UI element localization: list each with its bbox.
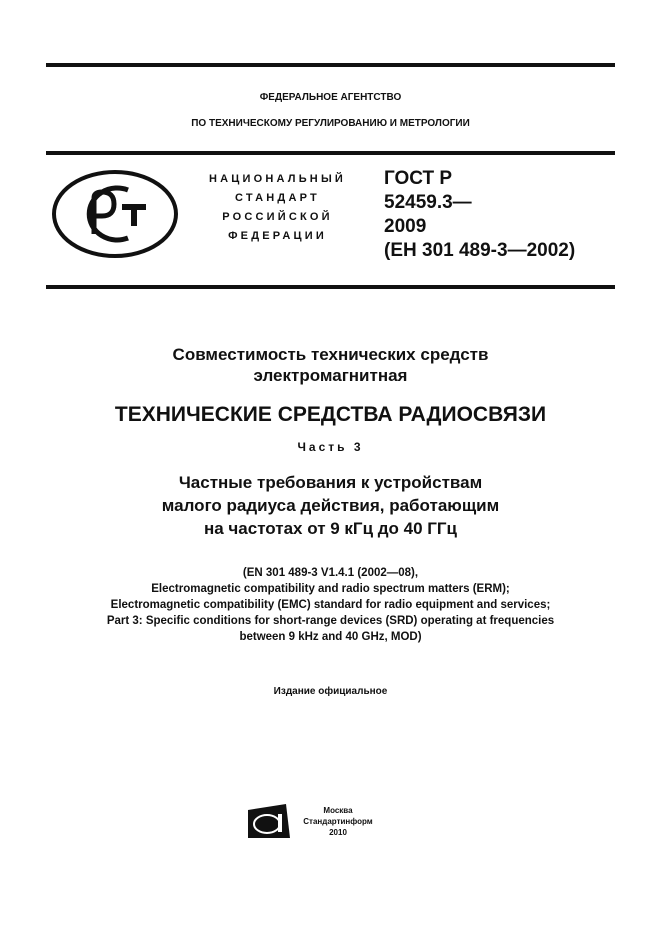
natl-line: РОССИЙСКОЙ	[222, 211, 333, 223]
english-title	[0, 565, 661, 645]
bottom-header-rule	[46, 285, 615, 289]
agency-line2: ПО ТЕХНИЧЕСКОМУ РЕГУЛИРОВАНИЮ И МЕТРОЛОГИИ	[191, 118, 470, 129]
publisher	[298, 805, 378, 838]
edition-label: Издание официальное	[273, 686, 388, 697]
natl-line: НАЦИОНАЛЬНЫЙ	[208, 173, 347, 185]
gost-line: 52459.3—	[384, 192, 472, 213]
en-line: between 9 kHz and 40 GHz, MOD)	[239, 631, 422, 643]
natl-line: ФЕДЕРАЦИИ	[228, 230, 327, 242]
publisher-year: 2010	[329, 828, 347, 837]
national-standard-label	[185, 170, 370, 246]
natl-line: СТАНДАРТ	[235, 192, 320, 204]
title-line2: электромагнитная	[253, 366, 408, 385]
title-part: Часть 3	[297, 440, 364, 454]
header-rule	[46, 151, 615, 155]
en-line: (EN 301 489-3 V1.4.1 (2002—08),	[242, 567, 419, 579]
gost-line: 2009	[384, 216, 427, 237]
title-sub2: малого радиуса действия, работающим	[161, 496, 500, 515]
agency-line1: ФЕДЕРАЛЬНОЕ АГЕНТСТВО	[259, 92, 402, 103]
title-sub1: Частные требования к устройствам	[178, 473, 483, 492]
gost-line: (ЕН 301 489-3—2002)	[384, 240, 576, 261]
en-line: Electromagnetic compatibility and radio spectrum matters (ERM);	[151, 583, 510, 595]
en-line: Part 3: Specific conditions for short-range devices (SRD) operating at frequencies	[106, 615, 555, 627]
gost-line: ГОСТ Р	[384, 168, 453, 189]
publisher-city: Москва	[323, 806, 353, 815]
standartinform-logo-icon	[248, 804, 290, 840]
title-main: ТЕХНИЧЕСКИЕ СРЕДСТВА РАДИОСВЯЗИ	[114, 403, 547, 426]
title-line1: Совместимость технических средств	[172, 345, 489, 364]
gost-number	[384, 167, 575, 263]
rst-logo-icon	[50, 168, 180, 260]
top-rule	[46, 63, 615, 67]
title-sub3: на частотах от 9 кГц до 40 ГГц	[203, 519, 457, 538]
publisher-name: Стандартинформ	[303, 817, 373, 826]
en-line: Electromagnetic compatibility (EMC) standard for radio equipment and services;	[110, 599, 551, 611]
